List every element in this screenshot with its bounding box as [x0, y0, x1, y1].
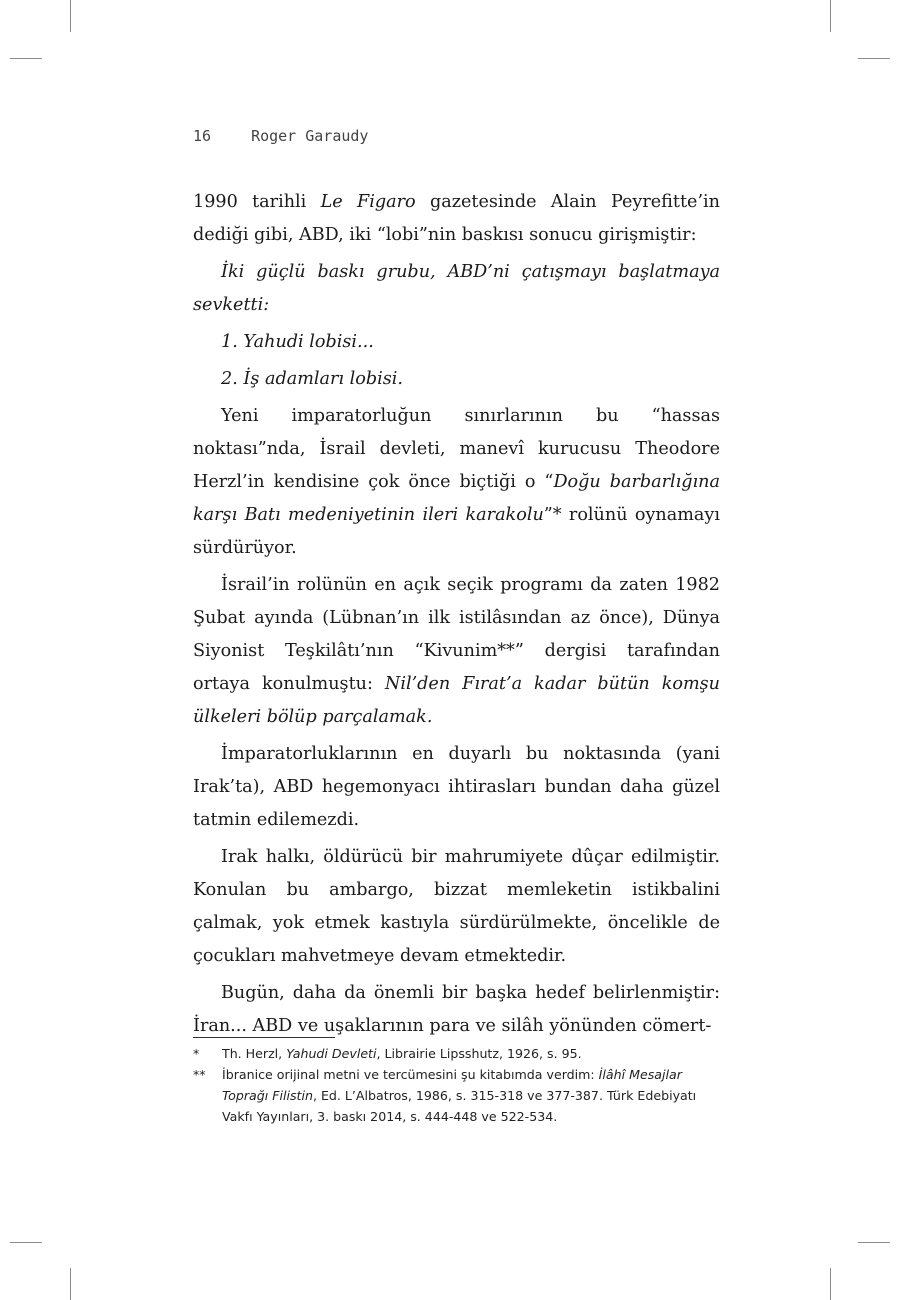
- crop-mark: [830, 1268, 831, 1300]
- footnote: [193, 1064, 720, 1127]
- crop-mark: [10, 58, 42, 59]
- footnote-text: Th. Herzl, Yahudi Devleti, Librairie Lipsshutz, 1926, s. 95.: [222, 1046, 582, 1061]
- running-header: [193, 127, 368, 145]
- crop-mark: [858, 58, 890, 59]
- paragraph: Yeni imparatorluğun sınırlarının bu “hassas noktası”nda, İsrail devleti, manevî kurucusu Theodore Herzl’in kendisine çok önce biçtiği o “Doğu barbarlığına karşı Batı medeniyetinin ileri karakolu”* rolünü oynamayı sürdürüyor.: [193, 406, 721, 558]
- body-text: [193, 186, 720, 1047]
- footnote-divider: [193, 1037, 335, 1038]
- page-number: 16: [193, 127, 212, 145]
- list-item: 2. İş adamları lobisi.: [221, 369, 403, 389]
- paragraph: 1990 tarihli Le Figaro gazetesinde Alain Peyrefitte’in dediği gibi, ABD, iki “lobi”nin baskısı sonucu girişmiştir:: [193, 192, 720, 245]
- paragraph: Bugün, daha da önemli bir başka hedef belirlenmiştir: İran... ABD ve uşaklarının para ve silâh yönünden cömert-: [193, 983, 720, 1036]
- paragraph: İmparatorluklarının en duyarlı bu noktasında (yani Irak’ta), ABD hegemonyacı ihtirasları bundan daha güzel tatmin edilemezdi.: [193, 744, 720, 830]
- footnote-text: İbranice orijinal metni ve tercümesini şu kitabımda verdim: İlâhî Mesajlar Toprağı Filistin, Ed. L’Albatros, 1986, s. 315-318 ve 377-387. Türk Edebiyatı Vakfı Yayınları, 3. baskı 2014, s. 444-448 ve 522-534.: [222, 1067, 697, 1124]
- crop-mark: [70, 1268, 71, 1300]
- footnote-mark: *: [193, 1046, 200, 1061]
- crop-mark: [858, 1242, 890, 1243]
- list-item: 1. Yahudi lobisi...: [221, 332, 374, 352]
- footnotes: [193, 1043, 720, 1127]
- crop-mark: [10, 1242, 42, 1243]
- paragraph: Irak halkı, öldürücü bir mahrumiyete dûçar edilmiştir. Konulan bu ambargo, bizzat memleketin istikbalini çalmak, yok etmek kastıyla sürdürülmekte, öncelikle de çocukları mahvetmeye devam etmektedir.: [193, 847, 720, 966]
- footnote: [193, 1043, 720, 1064]
- running-head-author: Roger Garaudy: [251, 127, 369, 145]
- crop-mark: [70, 0, 71, 32]
- footnote-mark: **: [193, 1067, 206, 1082]
- paragraph: İsrail’in rolünün en açık seçik programı da zaten 1982 Şubat ayında (Lübnan’ın ilk istilâsından az önce), Dünya Siyonist Teşkilâtı’nın “Kivunim**” dergisi tarafından ortaya konulmuştu: Nil’den Fırat’a kadar bütün komşu ülkeleri bölüp parçalamak.: [193, 575, 721, 727]
- quote-paragraph: İki güçlü baskı grubu, ABD’ni çatışmayı başlatmaya sevketti:: [193, 262, 720, 315]
- crop-mark: [830, 0, 831, 32]
